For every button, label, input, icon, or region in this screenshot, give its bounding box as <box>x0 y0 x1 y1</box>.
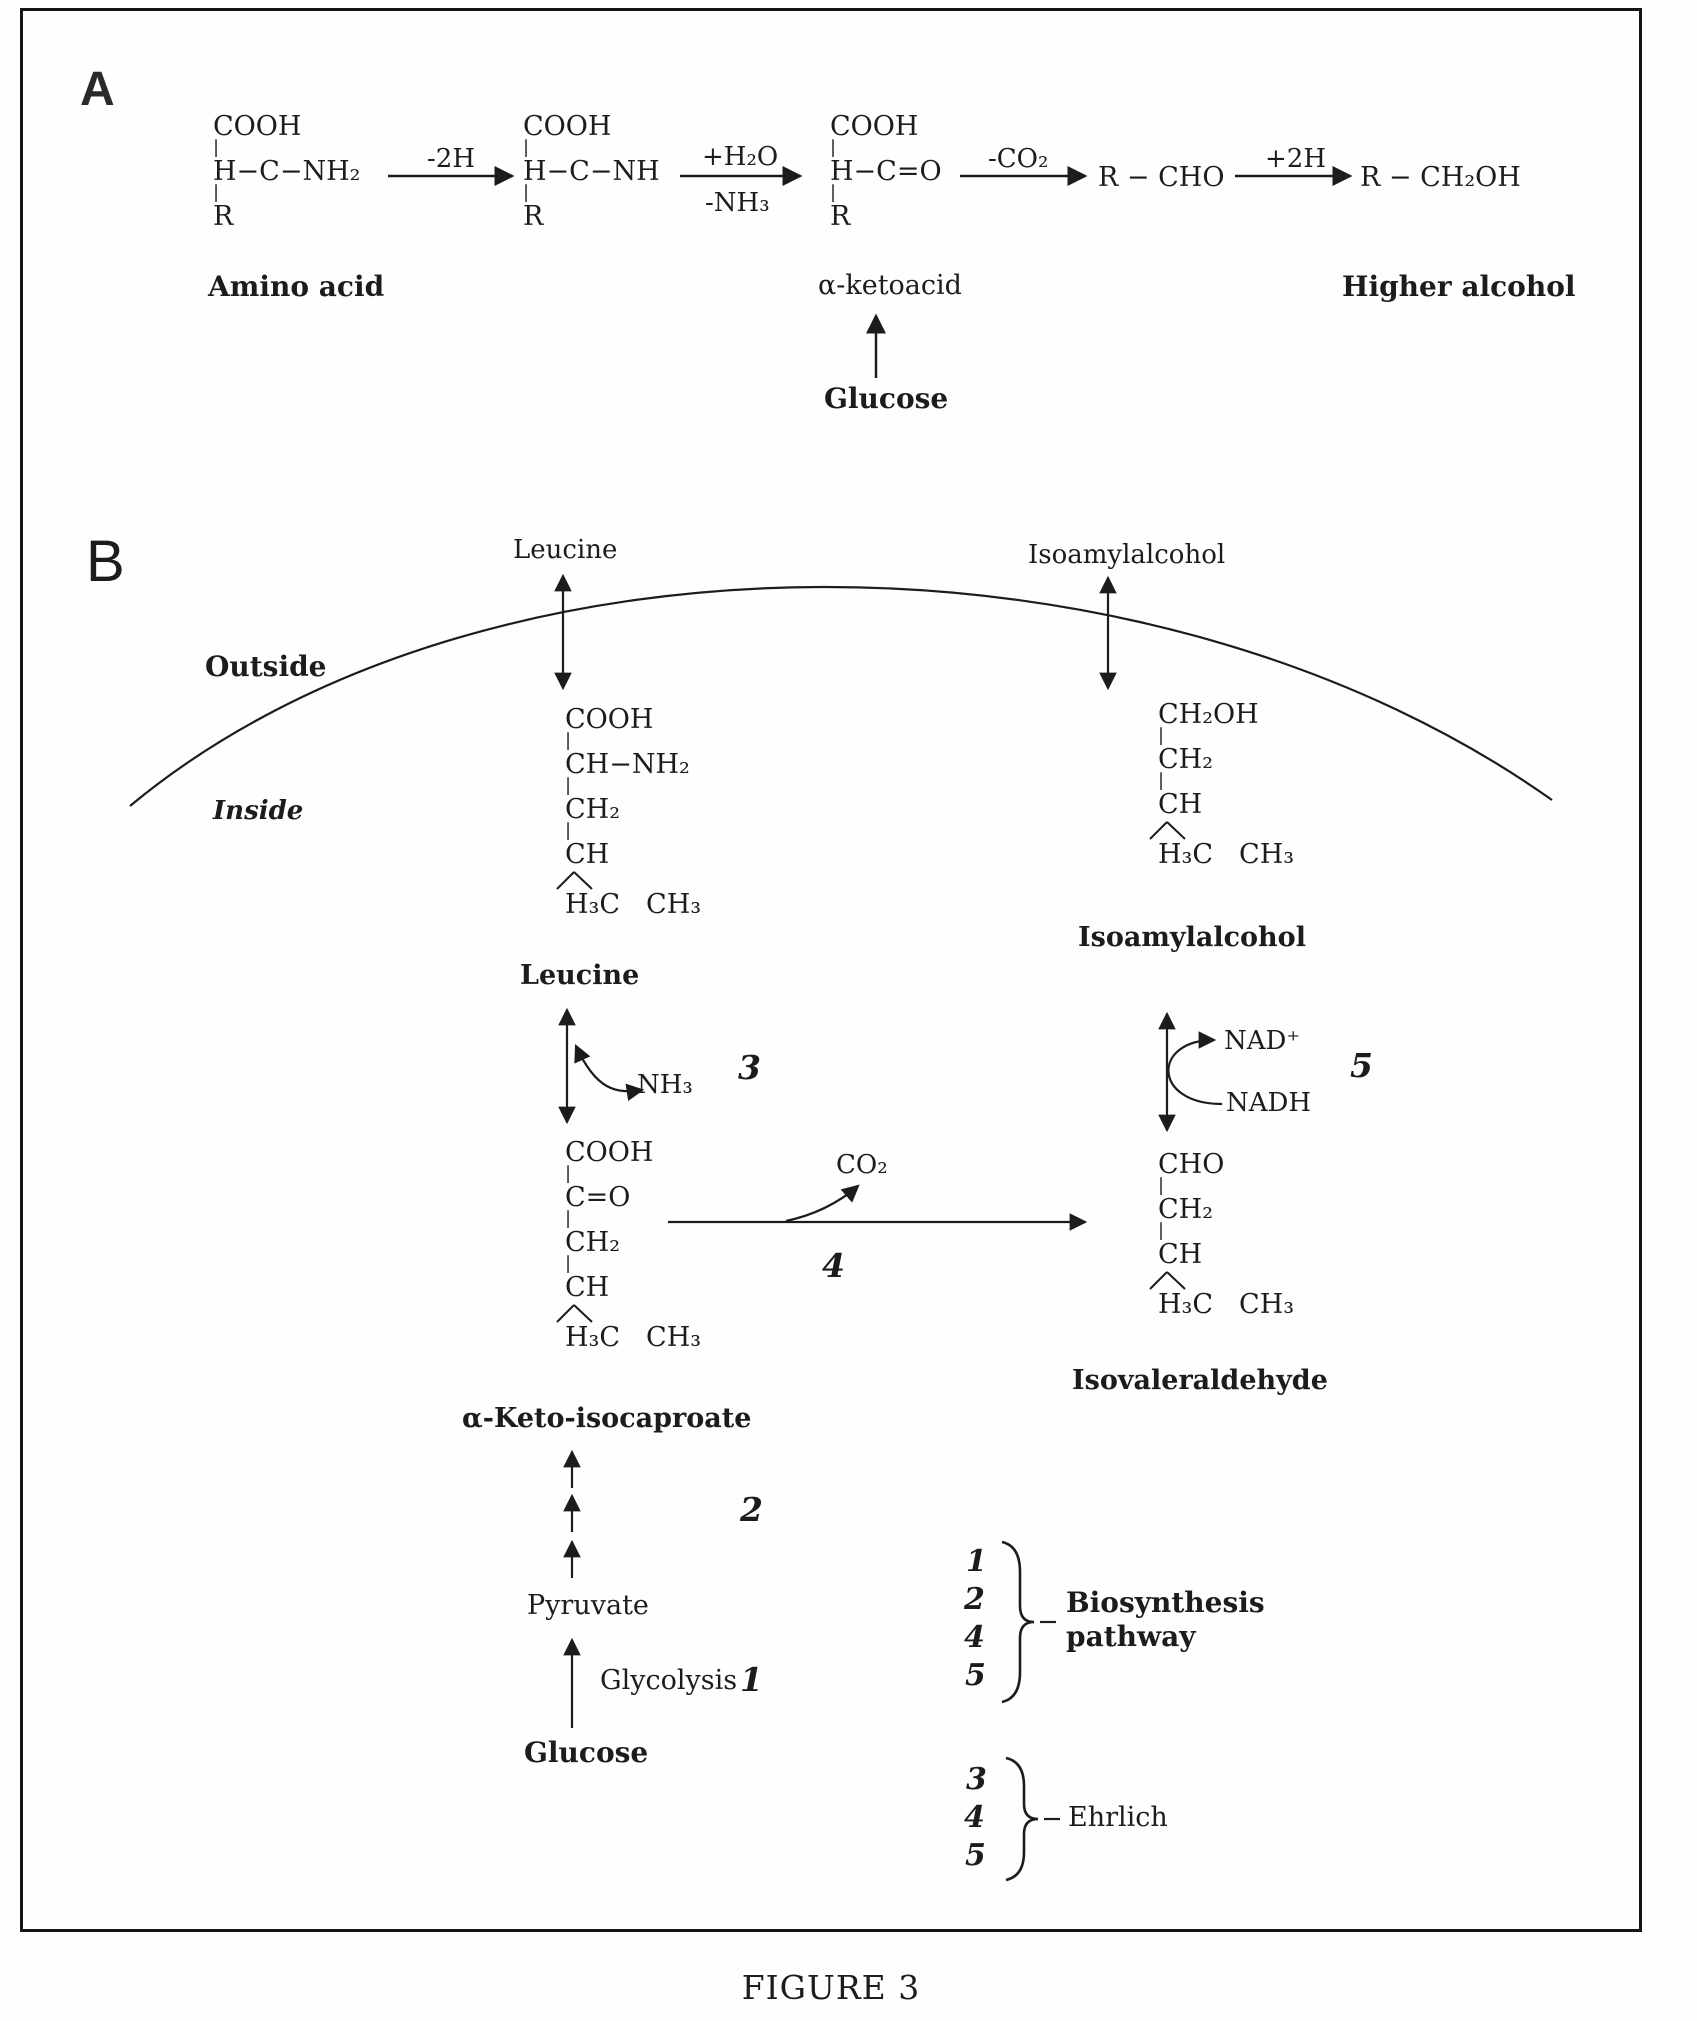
bond-vertical: | <box>1158 1175 1165 1196</box>
formula-ch2oh: CH₂OH <box>1158 699 1259 730</box>
bond-vertical: | <box>565 1208 572 1229</box>
arrow-label-plus2h: +2H <box>1265 144 1327 174</box>
formula-ch: CH <box>1158 1239 1203 1270</box>
formula-h3c: H₃C <box>565 1322 621 1353</box>
bond-vertical: | <box>1158 1220 1165 1241</box>
step-number-4: 4 <box>822 1246 845 1285</box>
legend-biosynthesis-line2: pathway <box>1066 1620 1196 1653</box>
legend-bio-number-5: 5 <box>965 1658 986 1693</box>
formula-hcnh2: H−C−NH₂ <box>213 156 361 187</box>
formula-h3c: H₃C <box>1158 1289 1214 1320</box>
bond-vertical: | <box>565 1163 572 1184</box>
structure-isovaleraldehyde <box>1158 1150 1294 1319</box>
step-number-2: 2 <box>740 1490 763 1529</box>
formula-ch2: CH₂ <box>1158 1194 1214 1225</box>
formula-r: R <box>830 201 851 232</box>
label-glycolysis: Glycolysis <box>600 1665 738 1696</box>
formula-cooh: COOH <box>565 704 654 735</box>
bond-vertical: | <box>830 182 837 203</box>
legend-bio-number-1: 1 <box>966 1544 987 1579</box>
branch-bonds <box>1142 1271 1200 1290</box>
arrow-label-minus-nh3: -NH₃ <box>705 188 770 218</box>
formula-cooh: COOH <box>565 1137 654 1168</box>
legend-bio-number-2: 2 <box>964 1582 985 1617</box>
formula-ch2: CH₂ <box>565 794 621 825</box>
structure-leucine <box>565 705 701 919</box>
legend-bio-number-4: 4 <box>964 1620 985 1655</box>
label-nh3: NH₃ <box>637 1070 693 1100</box>
label-leucine-outside: Leucine <box>513 535 618 565</box>
formula-ch: CH <box>565 1272 610 1303</box>
bond-vertical: | <box>1158 725 1165 746</box>
structure-amino-acid <box>213 112 360 231</box>
formula-ch2: CH₂ <box>1158 744 1214 775</box>
formula-ch2: CH₂ <box>565 1227 621 1258</box>
step-number-1: 1 <box>740 1660 763 1699</box>
arrow-label-minus-co2: -CO₂ <box>988 144 1049 174</box>
label-leucine-inside: Leucine <box>520 960 640 991</box>
label-amino-acid: Amino acid <box>208 270 385 303</box>
label-outside: Outside <box>205 650 327 683</box>
formula-co: C=O <box>565 1182 631 1213</box>
label-nad-plus: NAD⁺ <box>1224 1026 1301 1056</box>
structure-imino-acid <box>523 112 660 231</box>
formula-r-ch2oh: R − CH₂OH <box>1360 162 1521 193</box>
panel-a-label: A <box>80 63 115 116</box>
formula-ch3: CH₃ <box>646 889 702 920</box>
formula-ch: CH <box>1158 789 1203 820</box>
bond-vertical: | <box>523 137 530 158</box>
formula-hcnh: H−C−NH <box>523 156 660 187</box>
bond-vertical: | <box>213 182 220 203</box>
arrow-label-plus-h2o: +H₂O <box>702 142 779 172</box>
legend-ehrlich-number-3: 3 <box>966 1762 987 1797</box>
formula-ch3: CH₃ <box>1239 839 1295 870</box>
label-isovaleraldehyde: Isovaleraldehyde <box>1072 1365 1328 1396</box>
legend-ehrlich-number-5: 5 <box>965 1838 986 1873</box>
bond-vertical: | <box>523 182 530 203</box>
bond-vertical: | <box>565 820 572 841</box>
branch-bonds <box>1142 821 1200 840</box>
bond-vertical: | <box>830 137 837 158</box>
bond-vertical: | <box>565 1253 572 1274</box>
bond-vertical: | <box>565 730 572 751</box>
arrow-label-minus2h: -2H <box>427 144 476 174</box>
formula-h3c: H₃C <box>565 889 621 920</box>
structure-keto-isocaproate <box>565 1138 701 1352</box>
formula-cho: CHO <box>1158 1149 1225 1180</box>
legend-ehrlich-label: Ehrlich <box>1068 1802 1168 1833</box>
bond-vertical: | <box>565 775 572 796</box>
formula-r-cho: R − CHO <box>1098 162 1225 193</box>
panel-b-label: B <box>86 529 125 594</box>
label-alpha-ketoacid: α-ketoacid <box>818 270 962 301</box>
formula-h3c: H₃C <box>1158 839 1214 870</box>
formula-r: R <box>213 201 234 232</box>
figure-caption: FIGURE 3 <box>741 1968 921 2007</box>
branch-bonds <box>549 871 607 890</box>
structure-isoamylalcohol <box>1158 700 1294 869</box>
legend-biosynthesis-line1: Biosynthesis <box>1066 1586 1265 1619</box>
step-number-5: 5 <box>1350 1046 1373 1085</box>
branch-bonds <box>549 1304 607 1323</box>
formula-ch3: CH₃ <box>646 1322 702 1353</box>
bond-vertical: | <box>213 137 220 158</box>
label-nadh: NADH <box>1226 1088 1312 1118</box>
bond-vertical: | <box>1158 770 1165 791</box>
label-glucose-b: Glucose <box>524 1736 649 1769</box>
label-pyruvate: Pyruvate <box>527 1590 649 1621</box>
formula-ch: CH <box>565 839 610 870</box>
label-co2: CO₂ <box>836 1150 888 1180</box>
formula-ch3: CH₃ <box>1239 1289 1295 1320</box>
label-isoamylalcohol-inside: Isoamylalcohol <box>1078 922 1306 953</box>
label-inside: Inside <box>213 796 304 826</box>
formula-cooh: COOH <box>830 111 919 142</box>
step-number-3: 3 <box>738 1048 761 1087</box>
label-keto-isocaproate: α-Keto-isocaproate <box>462 1403 752 1434</box>
formula-r: R <box>523 201 544 232</box>
label-higher-alcohol: Higher alcohol <box>1342 270 1576 303</box>
formula-chnh2: CH−NH₂ <box>565 749 690 780</box>
formula-cooh: COOH <box>213 111 302 142</box>
formula-hco: H−C=O <box>830 156 942 187</box>
label-glucose-a: Glucose <box>824 382 949 415</box>
formula-cooh: COOH <box>523 111 612 142</box>
legend-ehrlich-number-4: 4 <box>964 1800 985 1835</box>
structure-alpha-ketoacid <box>830 112 942 231</box>
label-isoamylalcohol-outside: Isoamylalcohol <box>1028 540 1226 570</box>
